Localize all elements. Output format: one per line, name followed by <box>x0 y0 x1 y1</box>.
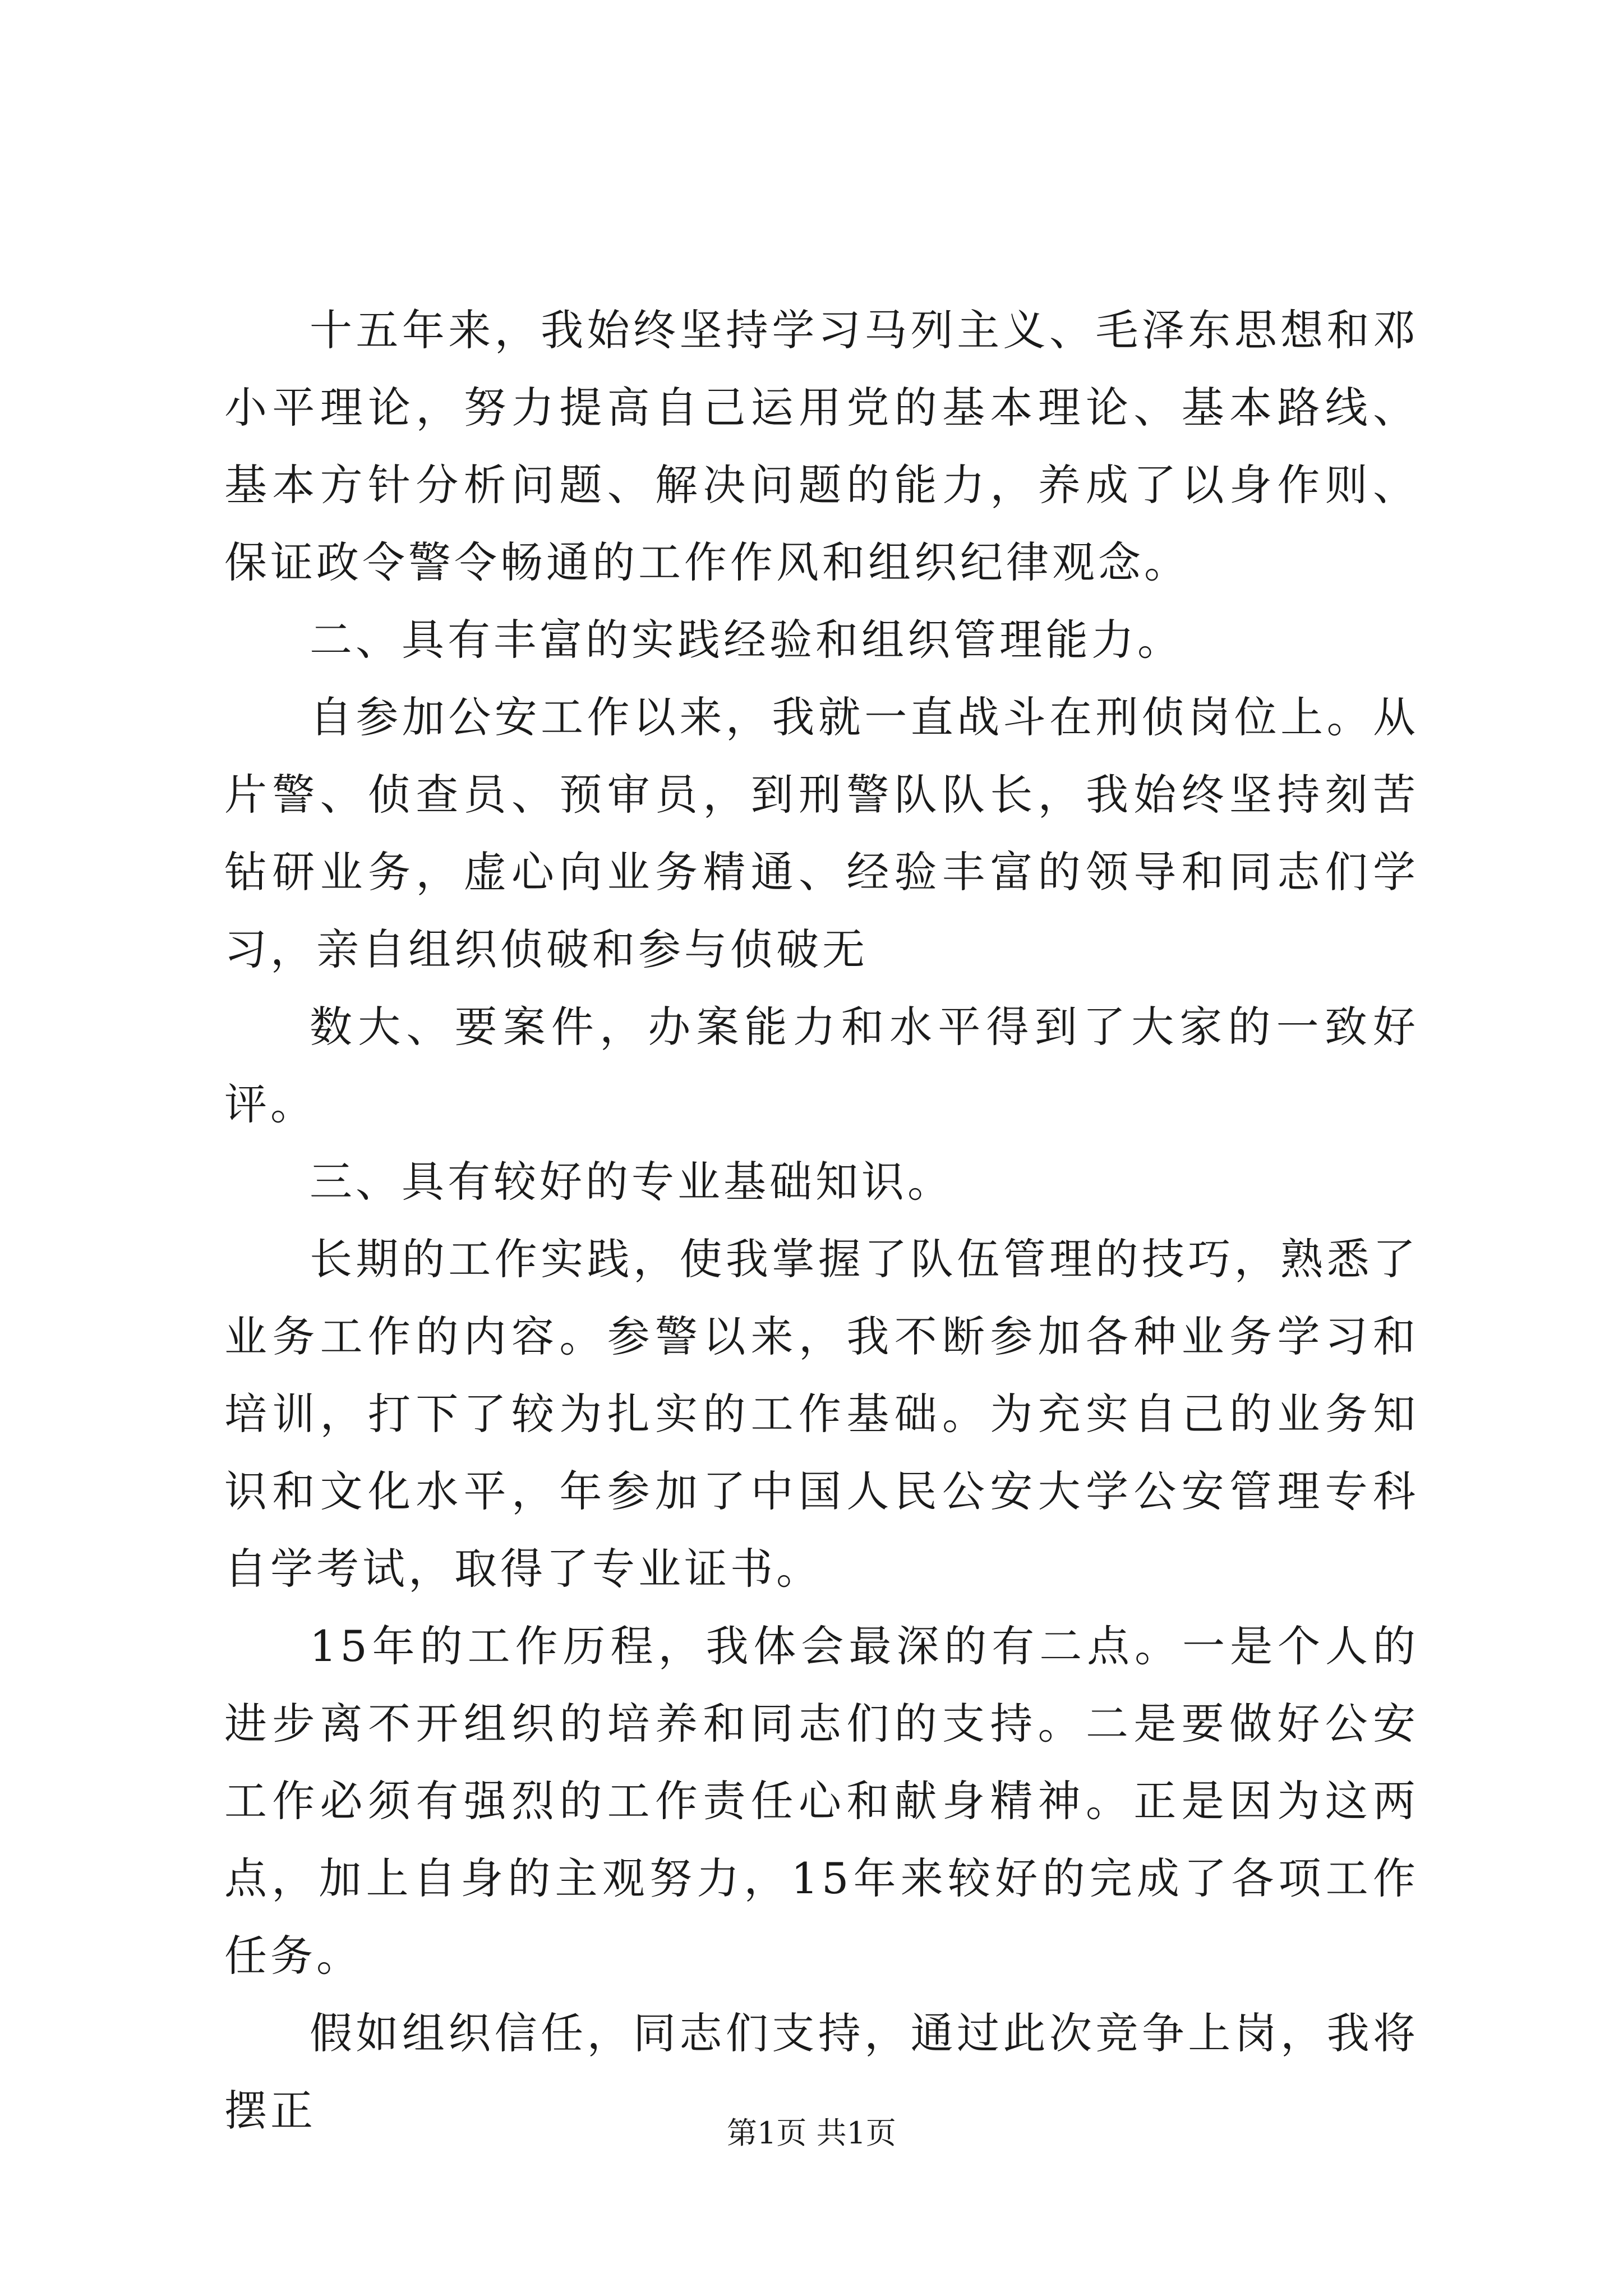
heading-section-three: 三、具有较好的专业基础知识。 <box>310 1157 953 1207</box>
page-number-footer: 第1页 共1页 <box>727 2115 896 2151</box>
paragraph-work-experience: 15年的工作历程，我体会最深的有二点。一是个人的进步离不开组织的培养和同志们的支持。二是要做好公安工作必须有强烈的工作责任心和献身精神。正是因为这两点，加上自身的主观努力，15年来较好的完成了各项工作任务。 <box>224 1621 1419 1981</box>
paragraph-professional-knowledge: 长期的工作实践，使我掌握了队伍管理的技巧，熟悉了业务工作的内容。参警以来，我不断参加各种业务学习和培训，打下了较为扎实的工作基础。为充实自己的业务知识和文化水平，年参加了中国人民公安大学公安管理专科自学考试，取得了专业证书。 <box>224 1234 1419 1594</box>
document-body <box>224 292 1419 2150</box>
paragraph-criminal-investigation: 自参加公安工作以来，我就一直战斗在刑侦岗位上。从片警、侦查员、预审员，到刑警队队长，我始终坚持刻苦钻研业务，虚心向业务精通、经验丰富的领导和同志们学习，亲自组织侦破和参与侦破无 <box>224 692 1419 974</box>
paragraph-study-theory: 十五年来，我始终坚持学习马列主义、毛泽东思想和邓小平理论，努力提高自己运用党的基本理论、基本路线、基本方针分析问题、解决问题的能力，养成了以身作则、保证政令警令畅通的工作作风和组织纪律观念。 <box>224 305 1419 587</box>
paragraph-case-evaluation: 数大、要案件，办案能力和水平得到了大家的一致好评。 <box>224 1002 1419 1129</box>
paragraph-commitment: 假如组织信任，同志们支持，通过此次竞争上岗，我将摆正 <box>224 2008 1419 2136</box>
heading-section-two: 二、具有丰富的实践经验和组织管理能力。 <box>310 615 1183 665</box>
